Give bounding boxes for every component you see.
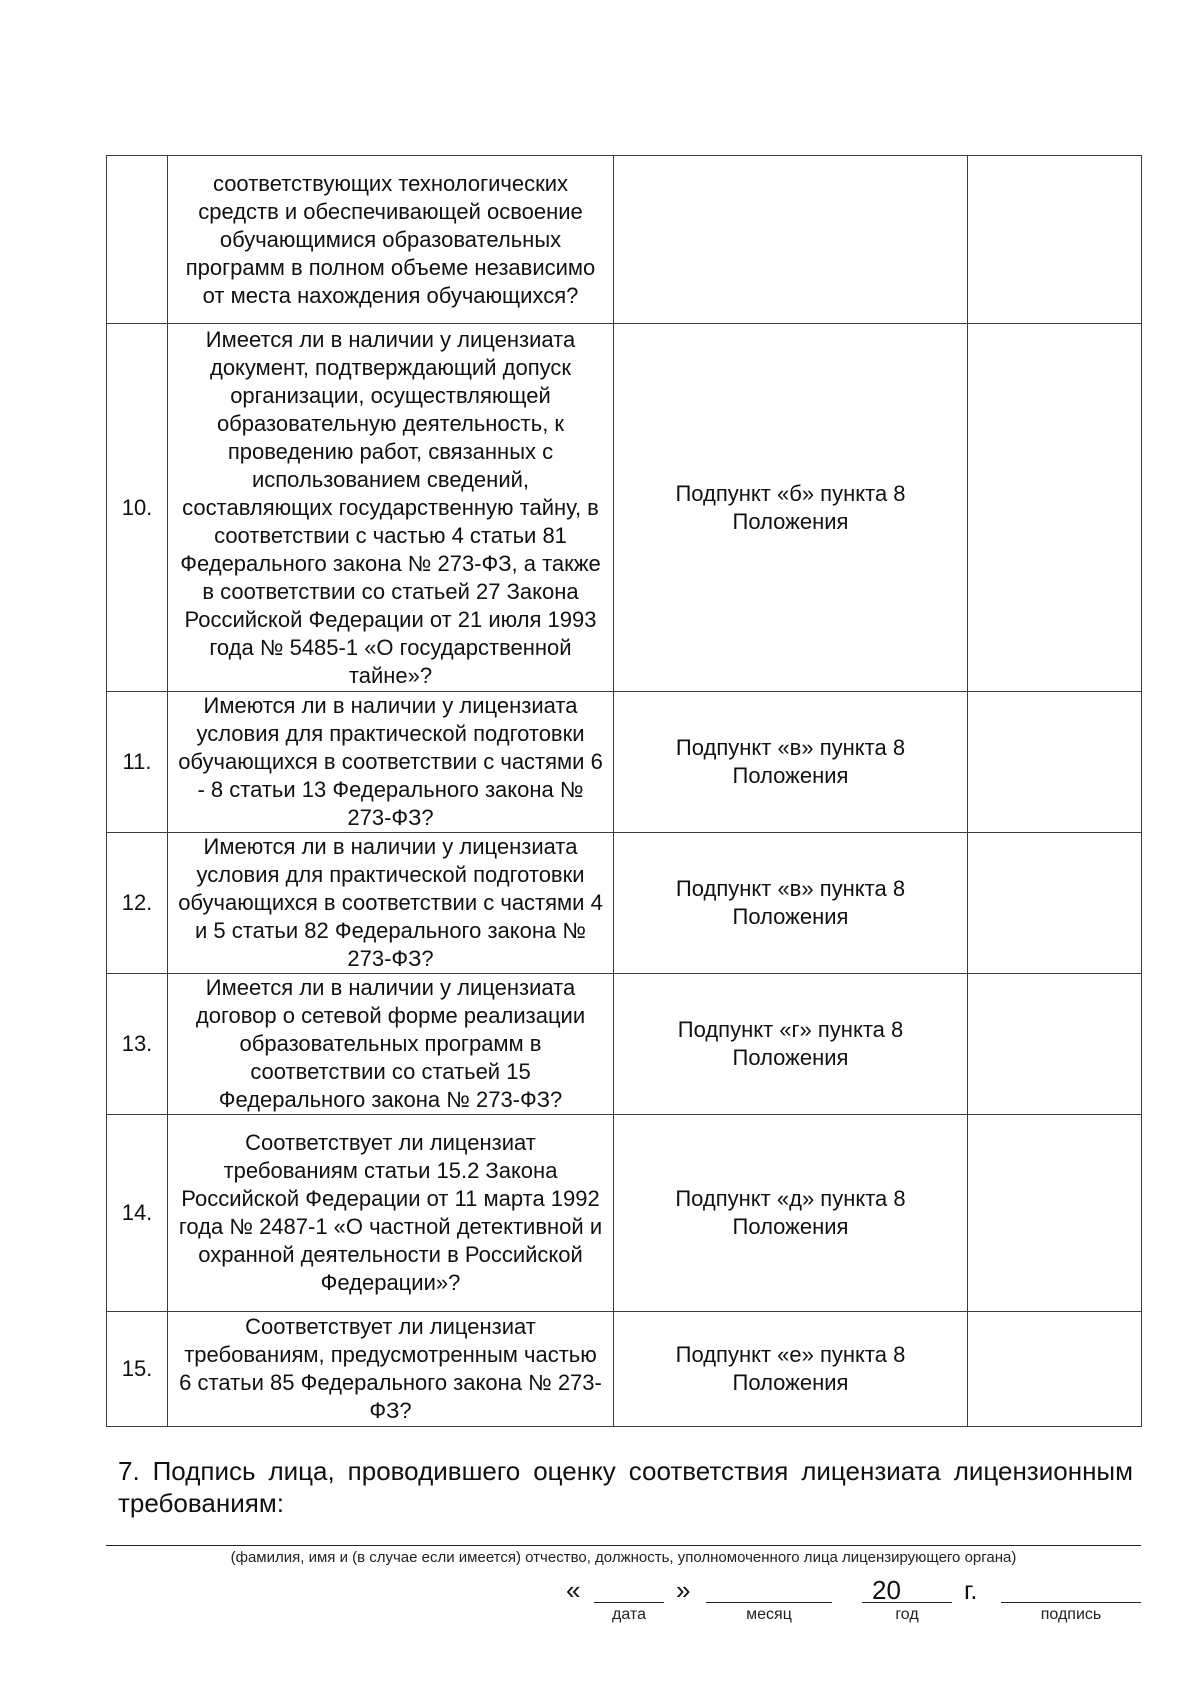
row-reference: Подпункт «е» пункта 8 Положения [614, 1312, 968, 1427]
row-question: соответствующих технологических средств и обеспечивающей освоение обучающимися образовательных программ в полном объеме независимо от места нахождения обучающихся? [168, 156, 614, 324]
row-question: Имеется ли в наличии у лицензиата договор о сетевой форме реализации образовательных программ в соответствии со статьей 15 Федерального закона № 273-ФЗ? [168, 974, 614, 1115]
row-question: Имеются ли в наличии у лицензиата условия для практической подготовки обучающихся в соответствии с частями 4 и 5 статьи 82 Федерального закона № 273-ФЗ? [168, 833, 614, 974]
row-reference: Подпункт «в» пункта 8 Положения [614, 833, 968, 974]
year-field[interactable] [862, 1602, 952, 1603]
table-row [107, 692, 1142, 833]
year-label: год [895, 1606, 919, 1623]
row-question: Соответствует ли лицензиат требованиям, предусмотренным частью 6 статьи 85 Федерального закона № 273-ФЗ? [168, 1312, 614, 1427]
year-value: 20 [872, 1575, 901, 1605]
row-reference: Подпункт «в» пункта 8 Положения [614, 692, 968, 833]
table-row [107, 324, 1142, 692]
signatory-name-line [106, 1545, 1141, 1546]
table-row [107, 1312, 1142, 1427]
row-reference [614, 156, 968, 324]
table-row [107, 156, 1142, 324]
row-number [107, 156, 168, 324]
checklist-table [106, 155, 1142, 1427]
row-reference: Подпункт «д» пункта 8 Положения [614, 1115, 968, 1312]
month-field[interactable] [706, 1602, 832, 1603]
row-number: 11. [107, 692, 168, 833]
open-quote: « [566, 1575, 581, 1605]
row-note [968, 692, 1142, 833]
table-row [107, 974, 1142, 1115]
row-note [968, 324, 1142, 692]
row-reference: Подпункт «г» пункта 8 Положения [614, 974, 968, 1115]
row-number: 14. [107, 1115, 168, 1312]
table-row [107, 833, 1142, 974]
row-note [968, 1312, 1142, 1427]
table-row [107, 1115, 1142, 1312]
signature-label: подпись [1040, 1606, 1102, 1623]
row-number: 13. [107, 974, 168, 1115]
close-quote: » [676, 1575, 691, 1605]
date-field[interactable] [594, 1602, 664, 1603]
signature-field[interactable] [1001, 1602, 1141, 1603]
row-question: Соответствует ли лицензиат требованиям статьи 15.2 Закона Российской Федерации от 11 марта 1992 года № 2487-1 «О частной детективной и охранной деятельности в Российской Федерации»? [168, 1115, 614, 1312]
row-note [968, 974, 1142, 1115]
row-number: 12. [107, 833, 168, 974]
date-label: дата [612, 1606, 646, 1623]
row-question: Имеется ли в наличии у лицензиата документ, подтверждающий допуск организации, осуществляющей образовательную деятельность, к проведению работ, связанных с использованием сведений, составляющих государственную тайну, в соответствии с частью 4 статьи 81 Федерального закона № 273-ФЗ, а также в соответствии со статьей 27 Закона Российской Федерации от 21 июля 1993 года № 5485-1 «О государственной тайне»? [168, 324, 614, 692]
row-note [968, 833, 1142, 974]
row-number: 15. [107, 1312, 168, 1427]
row-note [968, 1115, 1142, 1312]
signatory-caption: (фамилия, имя и (в случае если имеется) отчество, должность, уполномоченного лица лицензирующего органа) [230, 1549, 1017, 1566]
checklist-body [107, 156, 1142, 1427]
row-reference: Подпункт «б» пункта 8 Положения [614, 324, 968, 692]
row-number: 10. [107, 324, 168, 692]
row-question: Имеются ли в наличии у лицензиата условия для практической подготовки обучающихся в соответствии с частями 6 - 8 статьи 13 Федерального закона № 273-ФЗ? [168, 692, 614, 833]
row-note [968, 156, 1142, 324]
month-label: месяц [746, 1606, 792, 1623]
section-7-heading: 7. Подпись лица, проводившего оценку соответствия лицензиата лицензионным требованиям: [118, 1456, 1133, 1518]
year-suffix: г. [964, 1575, 978, 1605]
